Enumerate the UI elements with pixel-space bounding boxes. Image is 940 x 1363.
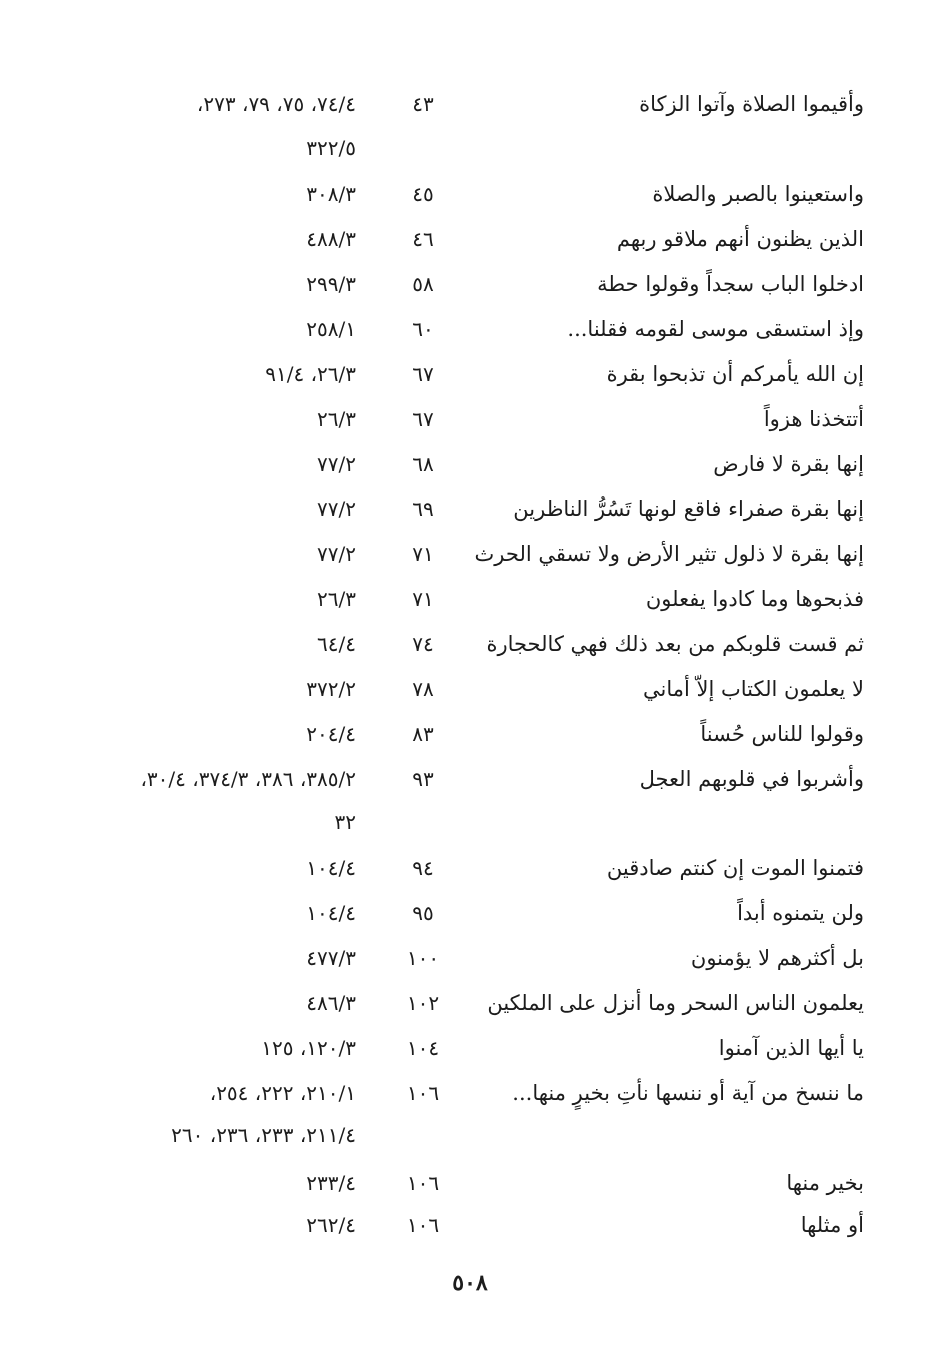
page-references-continued: ٣٢٢/٥ <box>306 136 356 160</box>
page-references: ٢٠٤/٤ <box>306 722 356 746</box>
page-references-continued: ٢١١/٤، ٢٣٣، ٢٣٦، ٢٦٠ <box>171 1123 356 1147</box>
verse-text: وأقيموا الصلاة وآتوا الزكاة <box>639 92 864 116</box>
page-references: ٤٨٦/٣ <box>306 991 356 1015</box>
verse-number: ٨٣ <box>412 722 434 746</box>
verse-number: ١٠٠ <box>406 946 440 970</box>
index-entry <box>0 714 940 754</box>
verse-number: ١٠٦ <box>406 1213 440 1237</box>
verse-text: واستعينوا بالصبر والصلاة <box>652 182 864 206</box>
references-continuation <box>0 1115 940 1155</box>
verse-number: ٤٦ <box>412 227 434 251</box>
index-entry <box>0 444 940 484</box>
page-references: ١٠٤/٤ <box>306 901 356 925</box>
verse-number: ٧٤ <box>412 632 434 656</box>
page-references: ٧٤/٤، ٧٥، ٧٩، ٢٧٣، <box>196 92 356 116</box>
index-entry <box>0 399 940 439</box>
verse-number: ٩٤ <box>412 856 434 880</box>
verse-text: لا يعلمون الكتاب إلاّ أماني <box>643 677 864 701</box>
verse-number: ٩٣ <box>412 767 434 791</box>
page-references: ٢٦/٣ <box>317 587 356 611</box>
index-entry <box>0 1073 940 1113</box>
verse-text: وقولوا للناس حُسناً <box>700 722 864 746</box>
page-references: ٧٧/٢ <box>317 452 356 476</box>
verse-text: ادخلوا الباب سجداً وقولوا حطة <box>597 272 864 296</box>
verse-number: ٦٠ <box>412 317 434 341</box>
page-references: ٢٣٣/٤ <box>306 1171 356 1195</box>
index-entry <box>0 309 940 349</box>
index-entry <box>0 759 940 799</box>
verse-text: ولن يتمنوه أبداً <box>737 901 864 925</box>
page-references: ١٠٤/٤ <box>306 856 356 880</box>
verse-text: أو مثلها <box>800 1213 864 1237</box>
verse-text: يعلمون الناس السحر وما أنزل على الملكين <box>487 991 864 1015</box>
verse-number: ٦٩ <box>412 497 434 521</box>
verse-number: ٧٨ <box>412 677 434 701</box>
verse-number: ١٠٦ <box>406 1081 440 1105</box>
verse-number: ٦٨ <box>412 452 434 476</box>
verse-text: بل أكثرهم لا يؤمنون <box>690 946 864 970</box>
page-references: ١٢٠/٣، ١٢٥ <box>261 1036 356 1060</box>
verse-number: ١٠٢ <box>406 991 440 1015</box>
page-references: ٢٦/٣ <box>317 407 356 431</box>
verse-number: ٧١ <box>412 542 434 566</box>
verse-text: ما ننسخ من آية أو ننسها نأتِ بخيرٍ منها... <box>512 1081 864 1105</box>
verse-number: ٥٨ <box>412 272 434 296</box>
index-entry <box>0 84 940 124</box>
page-references: ٣٨٥/٢، ٣٨٦، ٣٧٤/٣، ٣٠/٤، <box>140 767 356 791</box>
verse-text: وإذ استسقى موسى لقومه فقلنا... <box>567 317 864 341</box>
page-references: ٤٧٧/٣ <box>306 946 356 970</box>
page-references: ٣٠٨/٣ <box>306 182 356 206</box>
page-references: ٢٩٩/٣ <box>306 272 356 296</box>
verse-number: ٦٧ <box>412 362 434 386</box>
verse-number: ٩٥ <box>412 901 434 925</box>
index-entry <box>0 1163 940 1203</box>
index-entry <box>0 938 940 978</box>
index-entry <box>0 1205 940 1245</box>
index-entry <box>0 534 940 574</box>
index-entry <box>0 264 940 304</box>
index-entry <box>0 893 940 933</box>
page-references: ٧٧/٢ <box>317 542 356 566</box>
references-continuation <box>0 802 940 842</box>
page-references: ٢٦٢/٤ <box>306 1213 356 1237</box>
page-references: ٢١٠/١، ٢٢٢، ٢٥٤، <box>209 1081 356 1105</box>
verse-text: يا أيها الذين آمنوا <box>718 1036 864 1060</box>
index-entry <box>0 669 940 709</box>
page-references: ٢٦/٣، ٩١/٤ <box>265 362 356 386</box>
verse-text: فتمنوا الموت إن كنتم صادقين <box>606 856 864 880</box>
page-references-continued: ٣٢ <box>334 810 356 834</box>
index-entry <box>0 219 940 259</box>
page-references: ٣٧٢/٢ <box>306 677 356 701</box>
verse-text: إنها بقرة لا فارض <box>713 452 864 476</box>
verse-number: ٦٧ <box>412 407 434 431</box>
index-entry <box>0 354 940 394</box>
verse-text: إنها بقرة صفراء فاقع لونها تَسُرُّ الناظرين <box>513 497 864 521</box>
verse-text: ثم قست قلوبكم من بعد ذلك فهي كالحجارة <box>486 632 864 656</box>
verse-text: فذبحوها وما كادوا يفعلون <box>645 587 864 611</box>
page-number: ٥٠٨ <box>452 1270 488 1296</box>
verse-number: ٤٣ <box>412 92 434 116</box>
index-entry <box>0 489 940 529</box>
index-entry <box>0 1028 940 1068</box>
verse-text: وأشربوا في قلوبهم العجل <box>639 767 864 791</box>
index-entry <box>0 579 940 619</box>
page-references: ٧٧/٢ <box>317 497 356 521</box>
verse-text: الذين يظنون أنهم ملاقو ربهم <box>616 227 864 251</box>
page-references: ٢٥٨/١ <box>306 317 356 341</box>
verse-text: إنها بقرة لا ذلول تثير الأرض ولا تسقي الحرث <box>474 542 864 566</box>
index-entry <box>0 848 940 888</box>
verse-text: بخير منها <box>786 1171 864 1195</box>
verse-number: ١٠٦ <box>406 1171 440 1195</box>
index-entry <box>0 624 940 664</box>
verse-text: أتتخذنا هزواً <box>763 407 864 431</box>
references-continuation <box>0 128 940 168</box>
verse-text: إن الله يأمركم أن تذبحوا بقرة <box>606 362 864 386</box>
index-entry <box>0 983 940 1023</box>
page-references: ٦٤/٤ <box>317 632 356 656</box>
verse-number: ٤٥ <box>412 182 434 206</box>
verse-number: ١٠٤ <box>406 1036 440 1060</box>
index-entry <box>0 174 940 214</box>
page-references: ٤٨٨/٣ <box>306 227 356 251</box>
verse-number: ٧١ <box>412 587 434 611</box>
